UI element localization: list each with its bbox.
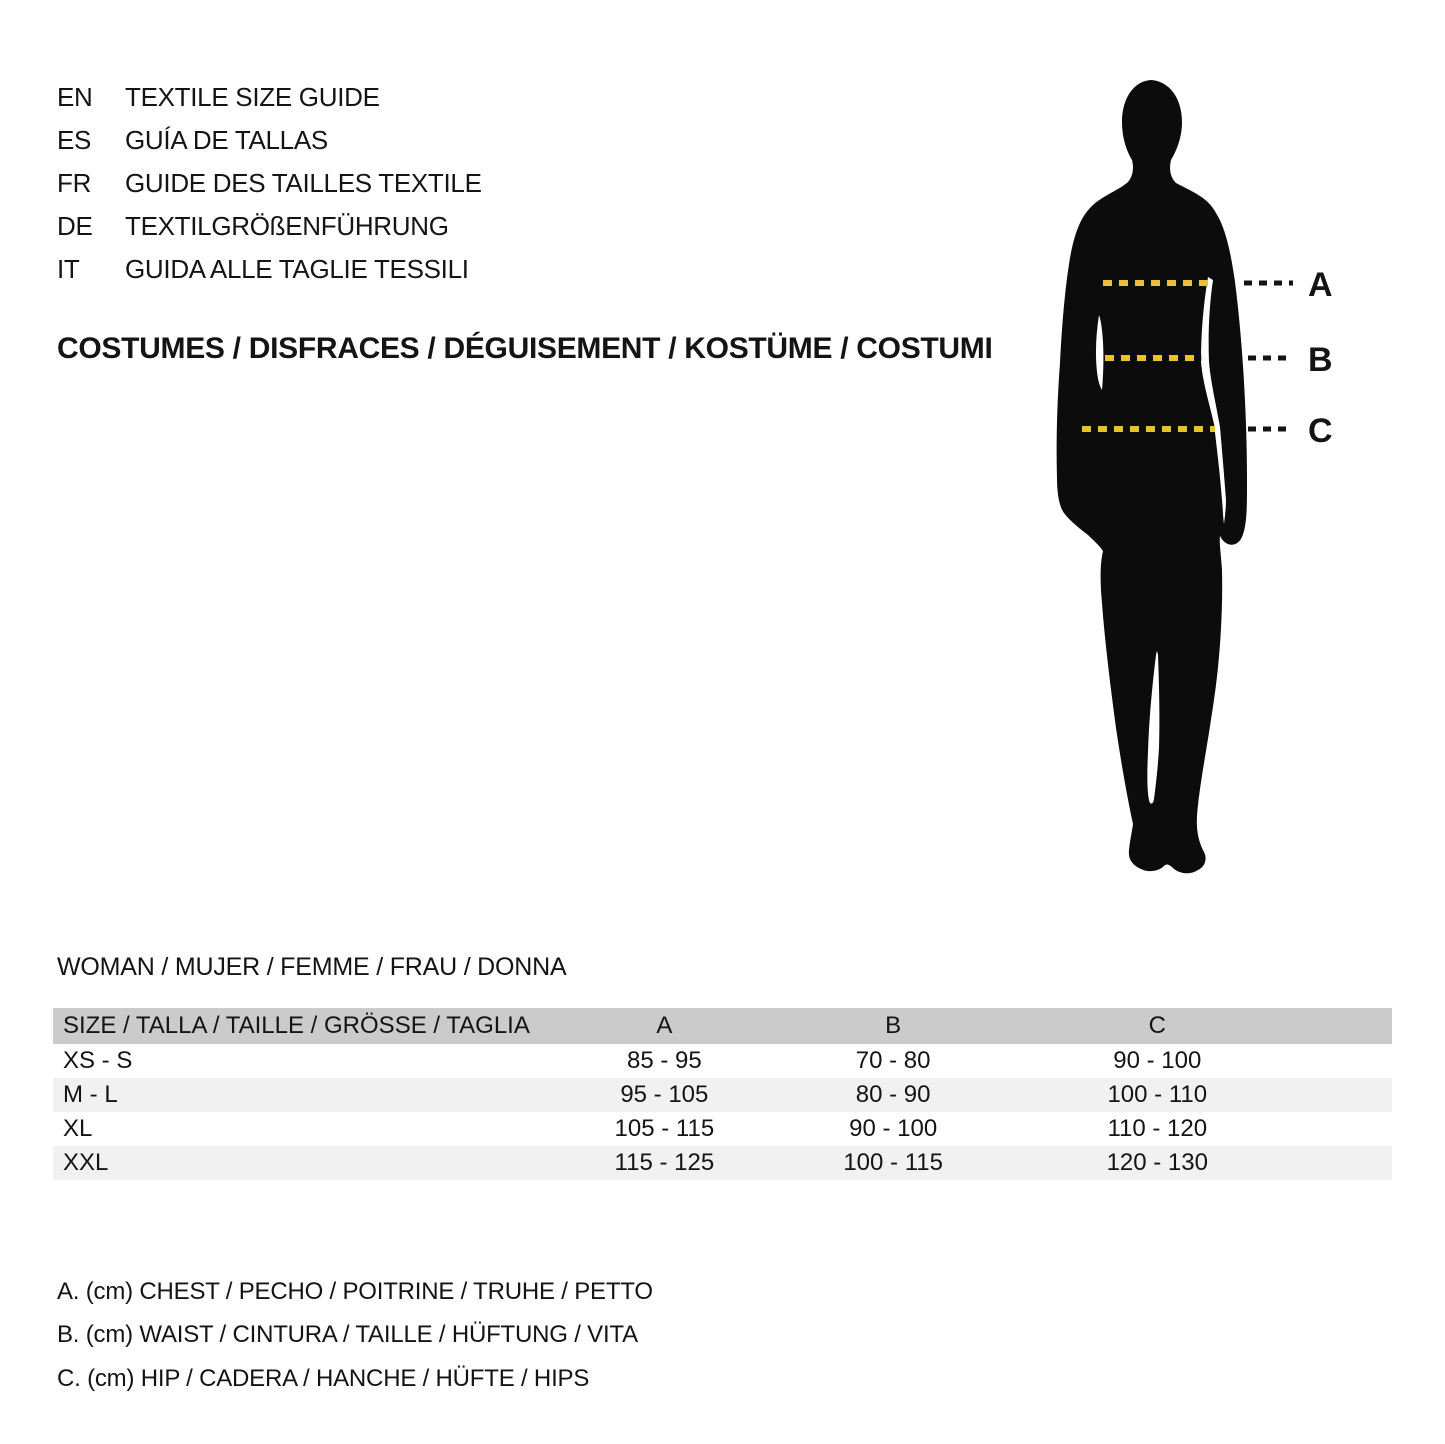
table-title: WOMAN / MUJER / FEMME / FRAU / DONNA — [57, 953, 567, 981]
language-guide — [57, 76, 482, 291]
column-header-c: C — [1148, 1012, 1166, 1039]
language-row — [57, 162, 482, 205]
value-c-cell: 90 - 100 — [1113, 1047, 1202, 1074]
measure-label-b: B — [1308, 341, 1333, 379]
language-code: IT — [57, 254, 80, 284]
language-code: FR — [57, 168, 92, 198]
value-c-cell: 120 - 130 — [1106, 1149, 1208, 1176]
value-c-cell: 100 - 110 — [1107, 1081, 1208, 1108]
language-title: GUIDE DES TAILLES TEXTILE — [125, 168, 482, 198]
language-code: EN — [57, 82, 93, 112]
measure-label-a: A — [1308, 266, 1333, 304]
legend-line-chest: A. (cm) CHEST / PECHO / POITRINE / TRUHE / PETTO — [57, 1277, 653, 1305]
value-a-cell: 105 - 115 — [614, 1115, 715, 1142]
size-column-header: SIZE / TALLA / TAILLE / GRÖSSE / TAGLIA — [63, 1012, 530, 1039]
column-header-a: A — [656, 1012, 673, 1039]
language-row — [57, 76, 482, 119]
language-row — [57, 205, 482, 248]
size-cell: XL — [63, 1115, 93, 1142]
language-title: GUIDA ALLE TAGLIE TESSILI — [125, 254, 469, 284]
language-row — [57, 119, 482, 162]
legend-line-hip: C. (cm) HIP / CADERA / HANCHE / HÜFTE / HIPS — [57, 1364, 590, 1392]
size-table — [53, 1008, 1392, 1180]
size-cell: M - L — [63, 1081, 118, 1108]
table-row — [53, 1112, 1392, 1146]
language-code: DE — [57, 211, 93, 241]
value-b-cell: 100 - 115 — [843, 1149, 943, 1176]
value-c-cell: 110 - 120 — [1107, 1115, 1208, 1142]
silhouette-figure — [1048, 72, 1348, 882]
language-title: TEXTILGRÖßENFÜHRUNG — [125, 211, 449, 241]
value-a-cell: 115 - 125 — [614, 1149, 715, 1176]
language-code: ES — [57, 125, 92, 155]
measurement-legend — [57, 1270, 653, 1401]
value-a-cell: 85 - 95 — [626, 1047, 702, 1074]
language-title: GUÍA DE TALLAS — [125, 125, 328, 155]
value-b-cell: 70 - 80 — [855, 1047, 931, 1074]
legend-line-waist: B. (cm) WAIST / CINTURA / TAILLE / HÜFTUNG / VITA — [57, 1321, 638, 1349]
size-table-header-row — [53, 1008, 1392, 1044]
measure-label-c: C — [1308, 412, 1333, 450]
table-row — [53, 1146, 1392, 1180]
category-heading: COSTUMES / DISFRACES / DÉGUISEMENT / KOSTÜME / COSTUMI — [57, 332, 993, 365]
size-cell: XS - S — [63, 1047, 133, 1074]
value-b-cell: 80 - 90 — [855, 1081, 931, 1108]
woman-silhouette-icon — [1048, 72, 1348, 882]
size-cell: XXL — [63, 1149, 109, 1176]
table-row — [53, 1078, 1392, 1112]
language-title: TEXTILE SIZE GUIDE — [125, 82, 380, 112]
table-row — [53, 1044, 1392, 1078]
value-b-cell: 90 - 100 — [849, 1115, 938, 1142]
language-row — [57, 248, 482, 291]
column-header-b: B — [885, 1012, 902, 1039]
value-a-cell: 95 - 105 — [620, 1081, 709, 1108]
